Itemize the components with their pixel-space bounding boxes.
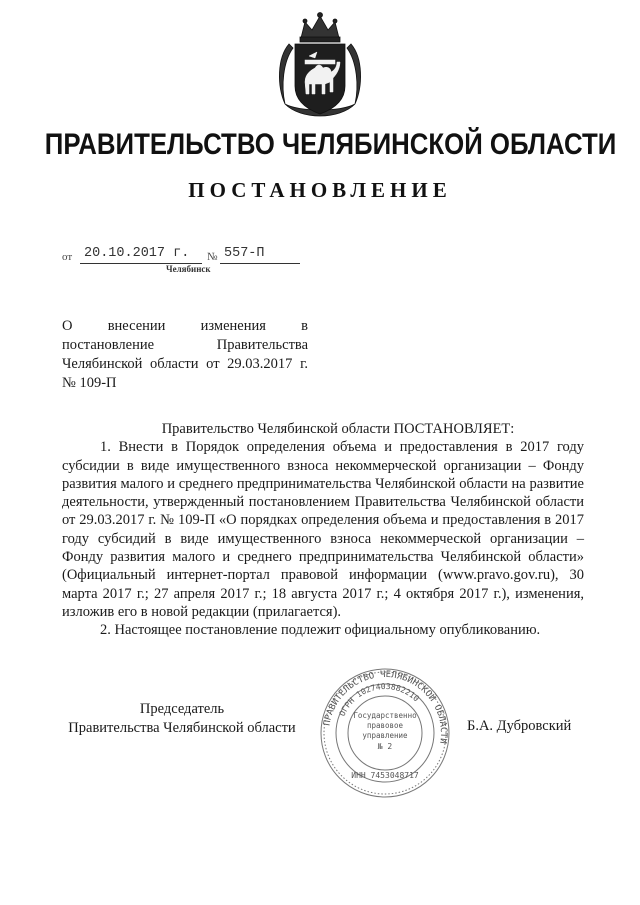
stamp-center-line-2: правовое [366, 721, 404, 730]
number-label: № [207, 251, 218, 263]
paragraph-1: 1. Внести в Порядок определения объема и предоставления в 2017 году субсидии в виде имущественного взноса некоммерческой организации – Фонду развития малого и среднего предпринимательства Челябинской области на развитие деятельности, утвержденный постановлением Правительства Челябинской области от 29.03.2017 г. № 109-П «О порядках определения объема и предоставления в 2017 году субсидий в виде имущественного взноса некоммерческой организации – Фонду развития малого и среднего предпринимательства Челябинской области» (Официальный интернет-портал правовой информации (www.pravo.gov.ru), 30 марта 2017 г.; 27 апреля 2017 г.; 18 августа 2017 г.; 4 октября 2017 г.), изменения, изложив его в новой редакции (прилагается). [62, 439, 584, 620]
chelyabinsk-coat-of-arms-icon [271, 8, 369, 124]
document-date: 20.10.2017 г. [80, 246, 202, 264]
document-type: ПОСТАНОВЛЕНИЕ [188, 178, 452, 202]
stamp-outer-ring-text: ПРАВИТЕЛЬСТВО ЧЕЛЯБИНСКОЙ ОБЛАСТИ [322, 669, 449, 745]
paragraph-2: 2. Настоящее постановление подлежит официальному опубликованию. [100, 622, 541, 639]
preamble: Правительство Челябинской области ПОСТАНОВЛЯЕТ: [161, 421, 515, 437]
document-number: 557-П [220, 246, 300, 264]
date-prefix: от [62, 251, 73, 263]
signer-position-line-2: Правительства Челябинской области [68, 720, 296, 736]
stamp-center-line-4: № 2 [377, 742, 393, 751]
stamp-inn-text: ИНН 7453048717 [351, 771, 419, 780]
stamp-center-line-1: Государственно [353, 711, 417, 720]
stamp-inner-ring-text: ОГРН 1027403882210 [337, 681, 421, 718]
document-body [62, 420, 584, 640]
stamp-center-line-3: управление [362, 731, 408, 740]
official-seal-stamp [318, 666, 452, 800]
signer-position-line-1: Председатель [139, 701, 225, 717]
city-name: Челябинск [166, 264, 211, 274]
signer-position [62, 700, 302, 738]
signer-name: Б.А. Дубровский [467, 718, 572, 734]
government-title: ПРАВИТЕЛЬСТВО ЧЕЛЯБИНСКОЙ ОБЛАСТИ [44, 128, 617, 161]
document-subject: О внесении изменения в постановление Правительства Челябинской области от 29.03.2017 г. № 109-П [62, 318, 308, 391]
